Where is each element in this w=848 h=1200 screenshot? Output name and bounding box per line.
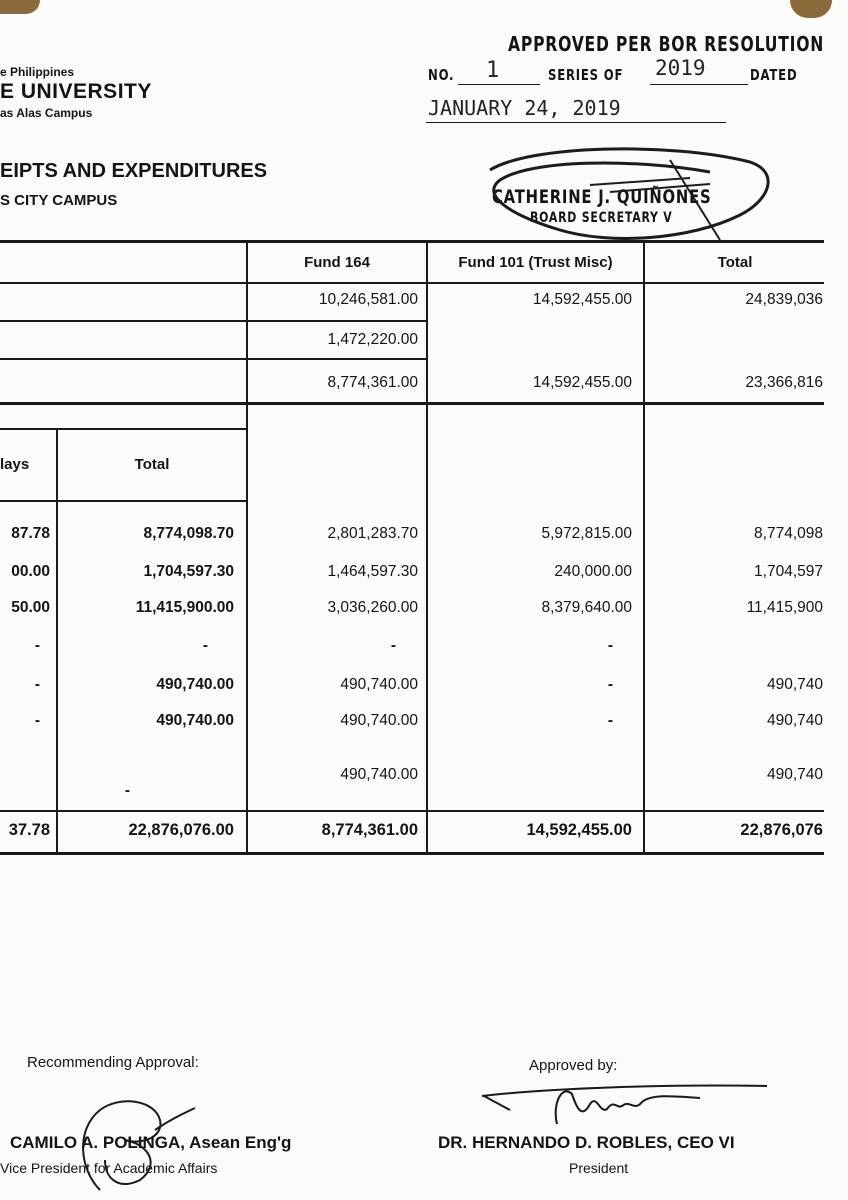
top-right-fastener <box>790 0 832 18</box>
row-7-total: 490,740 <box>766 766 823 783</box>
table-subheader-bottom-rule <box>0 500 247 502</box>
row-6-f101: - <box>607 712 613 729</box>
col-header-fund164: Fund 164 <box>304 254 370 271</box>
row-1-f101: 5,972,815.00 <box>541 525 632 542</box>
table-vline-f101 <box>643 240 645 854</box>
row-4-f164: - <box>390 637 396 654</box>
table-vline-f164 <box>426 240 428 854</box>
row-5-f101: - <box>607 676 613 693</box>
row-6-f164: 490,740.00 <box>340 712 418 729</box>
row-4-f101: - <box>607 637 613 654</box>
row-1-f164: 2,801,283.70 <box>327 525 418 542</box>
row-1-left: 87.78 <box>11 525 50 542</box>
table-rule-1 <box>0 282 824 284</box>
top-left-fastener <box>0 0 40 14</box>
stamp-series-value: 2019 <box>655 56 706 80</box>
row-1-total: 8,774,098 <box>754 525 823 542</box>
row-2-total: 1,704,597 <box>754 563 823 580</box>
row-2-subtotal: 1,704,597.30 <box>143 563 234 580</box>
stamp-date-value: JANUARY 24, 2019 <box>428 96 621 120</box>
top-row-1-f101: 14,592,455.00 <box>532 291 632 308</box>
subheader-left: lays <box>0 456 30 473</box>
grand-total-left: 37.78 <box>8 821 50 839</box>
col-header-fund101: Fund 101 (Trust Misc) <box>458 254 613 271</box>
row-2-f101: 240,000.00 <box>554 563 632 580</box>
stamp-date-underline <box>426 122 726 123</box>
row-4-left: - <box>34 637 40 654</box>
top-row-3-f164: 8,774,361.00 <box>327 374 418 391</box>
row-5-f164: 490,740.00 <box>340 676 418 693</box>
approved-title: President <box>569 1160 629 1176</box>
row-5-subtotal: 490,740.00 <box>156 676 234 693</box>
row-6-left: - <box>34 712 40 729</box>
row-5-left: - <box>34 676 40 693</box>
subheader-total: Total <box>134 456 170 473</box>
row-3-left: 50.00 <box>11 599 50 616</box>
row-7-f164: 490,740.00 <box>340 766 418 783</box>
stamp-dated-label: DATED <box>750 66 798 84</box>
stamp-title: APPROVED PER BOR RESOLUTION <box>508 32 825 56</box>
grand-total-f164: 8,774,361.00 <box>321 821 418 839</box>
row-6-subtotal: 490,740.00 <box>156 712 234 729</box>
stamp-series-label: SERIES OF <box>548 66 624 84</box>
top-row-3-total: 23,366,816 <box>745 374 823 391</box>
row-5-total: 490,740 <box>766 676 823 693</box>
col-header-total: Total <box>717 254 753 271</box>
table-rule-2 <box>0 320 427 322</box>
row-3-f164: 3,036,260.00 <box>327 599 418 616</box>
top-row-3-f101: 14,592,455.00 <box>532 374 632 391</box>
approved-signature <box>472 1074 772 1134</box>
approved-name: DR. HERNANDO D. ROBLES, CEO VI <box>438 1133 735 1152</box>
secretary-title: BOARD SECRETARY V <box>530 210 673 226</box>
report-title: EIPTS AND EXPENDITURES <box>0 160 268 182</box>
table-bottom-rule <box>0 852 824 855</box>
report-campus: S CITY CAMPUS <box>0 192 118 209</box>
grand-total-subtotal: 22,876,076.00 <box>128 821 234 839</box>
header-university: E UNIVERSITY <box>0 80 152 103</box>
header-country: e Philippines <box>0 65 75 79</box>
top-row-2-f164: 1,472,220.00 <box>327 331 418 348</box>
approved-label: Approved by: <box>529 1057 618 1074</box>
row-2-f164: 1,464,597.30 <box>327 563 418 580</box>
table-subheader-top-rule <box>0 428 247 430</box>
grand-total-total: 22,876,076 <box>740 821 823 839</box>
row-6-total: 490,740 <box>766 712 823 729</box>
header-campus: as Alas Campus <box>0 106 93 120</box>
row-4-subtotal: - <box>202 637 208 654</box>
recommending-signature <box>60 1090 210 1200</box>
stamp-no-value: 1 <box>486 58 500 83</box>
row-2-left: 00.00 <box>11 563 50 580</box>
table-top-rule <box>0 240 824 243</box>
stamp-series-underline <box>650 84 748 85</box>
table-total-top-rule <box>0 810 824 812</box>
top-row-1-total: 24,839,036 <box>745 291 823 308</box>
recommending-title: Vice President for Academic Affairs <box>0 1160 218 1176</box>
secretary-name: CATHERINE J. QUIÑONES <box>492 186 712 208</box>
table-rule-3 <box>0 358 427 360</box>
row-7-subtotal: - <box>124 782 130 799</box>
stamp-no-underline <box>458 84 540 85</box>
table-rule-4 <box>0 402 824 405</box>
row-3-f101: 8,379,640.00 <box>541 599 632 616</box>
row-1-subtotal: 8,774,098.70 <box>143 525 234 542</box>
recommending-name: CAMILO A. POLINGA, Asean Eng'g <box>10 1133 292 1152</box>
recommending-label: Recommending Approval: <box>27 1054 199 1071</box>
stamp-no-label: NO. <box>428 66 455 84</box>
row-3-subtotal: 11,415,900.00 <box>135 599 234 616</box>
top-row-1-f164: 10,246,581.00 <box>318 291 418 308</box>
grand-total-f101: 14,592,455.00 <box>526 821 632 839</box>
row-3-total: 11,415,900 <box>746 599 823 616</box>
